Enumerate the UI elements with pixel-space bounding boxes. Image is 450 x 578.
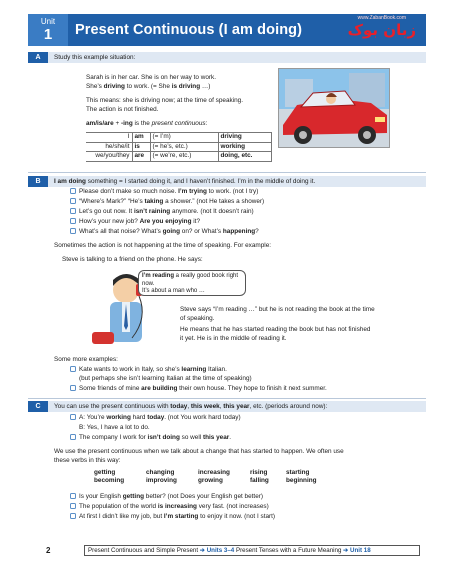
steve-intro: Steve is talking to a friend on the phone. He says: [62,256,203,263]
table-cell: doing, etc. [218,152,272,162]
explanation-line: of speaking. [180,315,215,322]
checkbox-icon [70,218,76,224]
checkbox-icon [70,434,76,440]
meaning-line-2: The action is not finished. [86,106,159,113]
verb-pair: changing improving [146,469,177,484]
example-line-1: Sarah is in her car. She is on her way to work. [86,74,217,81]
table-cell: (= we’re, etc.) [150,152,218,162]
example-line-2: She’s driving to work. (= She is driving …) [86,83,211,90]
checkbox-icon [70,493,76,499]
checkbox-icon [70,208,76,214]
dialogue-reply: B: Yes, I have a lot to do. [79,424,150,431]
list-item: Some friends of mine are building their own house. They hope to finish it next summer. [70,385,327,393]
cross-reference-box: Present Continuous and Simple Present ➔ Units 3–4 Present Tenses with a Future Meaning ➔ Unit 18 [84,545,420,556]
table-cell: I [86,133,132,143]
list-item: A: You’re working hard today. (not You work hard today) [70,414,241,422]
checkbox-icon [70,513,76,519]
explanation-line: it yet. He is in the middle of reading it. [180,335,287,342]
table-cell: am [132,133,150,143]
checkbox-icon [70,366,76,372]
change-text-1: We use the present continuous when we talk about a change that has started to happen. We often use [54,448,344,455]
checkbox-icon [70,228,76,234]
list-item: How’s your new job? Are you enjoying it? [70,218,200,226]
list-item: Is your English getting better? (not Does your English get better) [70,493,263,501]
unit-header [28,14,426,46]
car-illustration [278,68,390,148]
formula-line: am/is/are + -ing is the present continuous: [86,120,208,127]
table-cell: we/you/they [86,152,132,162]
section-a-label: A [28,52,48,63]
section-c-heading: You can use the present continuous with today, this week, this year, etc. (periods around now): [54,403,328,410]
unit-18-link[interactable]: ➔ Unit 18 [343,547,371,554]
table-cell: is [132,142,150,152]
table-cell: (= I’m) [150,133,218,143]
table-row [86,152,272,162]
checkbox-icon [70,198,76,204]
table-cell: he/she/it [86,142,132,152]
page-number: 2 [46,546,51,555]
checkbox-icon [70,503,76,509]
table-cell: working [218,142,272,152]
bubble-line-1: I’m reading a really good book right now. [142,273,239,287]
sometimes-text: Sometimes the action is not happening at the time of speaking. For example: [54,242,272,249]
change-text-2: these verbs in this way: [54,457,121,464]
verb-pair: increasing growing [198,469,230,484]
checkbox-icon [70,414,76,420]
list-item: Please don’t make so much noise. I’m trying to work. (not I try) [70,188,258,196]
list-item: “Where’s Mark?” “He’s taking a shower.” (not He takes a shower) [70,198,264,206]
list-item: The company I work for isn’t doing so well this year. [70,434,231,442]
explanation-line: Steve says “I’m reading …” but he is not reading the book at the time [180,306,375,313]
unit-badge [28,14,68,46]
units-3-4-link[interactable]: ➔ Units 3–4 [199,547,235,554]
list-item-note: (but perhaps she isn’t learning Italian at the time of speaking) [79,375,252,382]
section-b-heading: I am doing something = I started doing it, and I haven’t finished. I’m in the middle of doing it. [54,178,316,185]
more-examples: Some more examples: [54,356,118,363]
bubble-line-2: It’s about a man who … [142,288,205,294]
list-item: The population of the world is increasing very fast. (not increases) [70,503,269,511]
unit-label: Unit [40,17,56,26]
section-b-label: B [28,176,48,187]
table-cell: are [132,152,150,162]
unit-number: 1 [43,26,53,43]
verb-pair: getting becoming [94,469,125,484]
list-item: At first I didn’t like my job, but I’m starting to enjoy it now. (not I start) [70,513,275,521]
table-cell: driving [218,133,272,143]
meaning-line-1: This means: she is driving now; at the time of speaking. [86,97,244,104]
verb-pair: starting beginning [286,469,317,484]
checkbox-icon [70,188,76,194]
logo-mark: زبان بوک [347,21,416,39]
speech-bubble [138,270,246,296]
book-page [28,6,426,572]
site-logo [342,15,420,45]
page-title: Present Continuous (I am doing) [75,22,303,38]
table-row [86,133,272,143]
verb-pair: rising falling [250,469,269,484]
divider [28,398,426,399]
explanation-line: He means that he has started reading the book but has not finished [180,326,371,333]
conjugation-table [86,132,272,162]
checkbox-icon [70,385,76,391]
list-item: What’s all that noise? What’s going on? or What’s happening? [70,228,259,236]
table-cell: (= he’s, etc.) [150,142,218,152]
section-c-label: C [28,401,48,412]
section-a-intro: Study this example situation: [54,54,136,61]
table-row [86,142,272,152]
logo-url: www.ZabanBook.com [357,15,406,21]
list-item: Kate wants to work in Italy, so she’s learning Italian. [70,366,227,374]
list-item: Let’s go out now. It isn’t raining anymore. (not It doesn’t rain) [70,208,254,216]
divider [28,172,426,173]
